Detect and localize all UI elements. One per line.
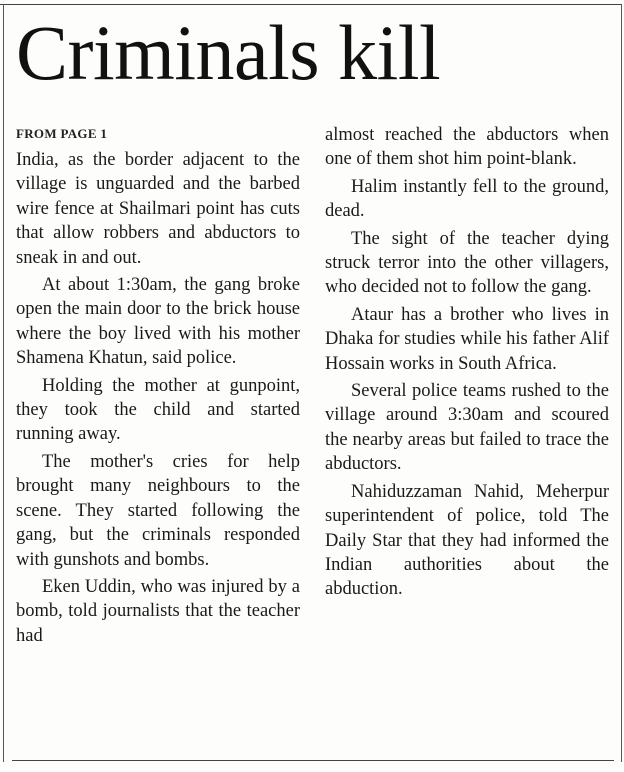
paragraph: Holding the mother at gunpoint, they took the child and started running away. — [16, 375, 300, 445]
top-border — [0, 4, 622, 5]
paragraph: The mother's cries for help brought many neighbours to the scene. They started following the gang, but the criminals responded with gunshots and bombs. — [16, 451, 300, 570]
paragraph: India, as the border adjacent to the village is unguarded and the barbed wire fence at Shailmari point has cuts that allow robbers and abductors to sneak in and out. — [16, 150, 300, 268]
bottom-border — [12, 760, 614, 761]
article-column-1 — [16, 148, 300, 648]
paragraph: Ataur has a brother who lives in Dhaka for studies while his father Alif Hossain works in South Africa. — [325, 304, 609, 374]
headline: Criminals kill — [16, 9, 441, 96]
paragraph: Eken Uddin, who was injured by a bomb, told journalists that the teacher had — [16, 576, 300, 646]
paragraph: Halim instantly fell to the ground, dead. — [325, 176, 609, 222]
paragraph: The sight of the teacher dying struck terror into the other villagers, who decided not to follow the gang. — [325, 228, 609, 298]
paragraph: Several police teams rushed to the village around 3:30am and scoured the nearby areas but failed to trace the abductors. — [325, 381, 609, 475]
paragraph: Nahiduzzaman Nahid, Meherpur superintendent of police, told The Daily Star that they had informed the Indian authorities about the abduction. — [325, 481, 609, 600]
paragraph: At about 1:30am, the gang broke open the main door to the brick house where the boy lived with his mother Shamena Khatun, said police. — [16, 275, 300, 369]
left-border — [3, 4, 4, 762]
paragraph: almost reached the abductors when one of them shot him point-blank. — [325, 125, 609, 170]
dateline: FROM PAGE 1 — [16, 126, 108, 141]
article-column-2 — [325, 123, 609, 602]
right-border — [621, 4, 622, 762]
